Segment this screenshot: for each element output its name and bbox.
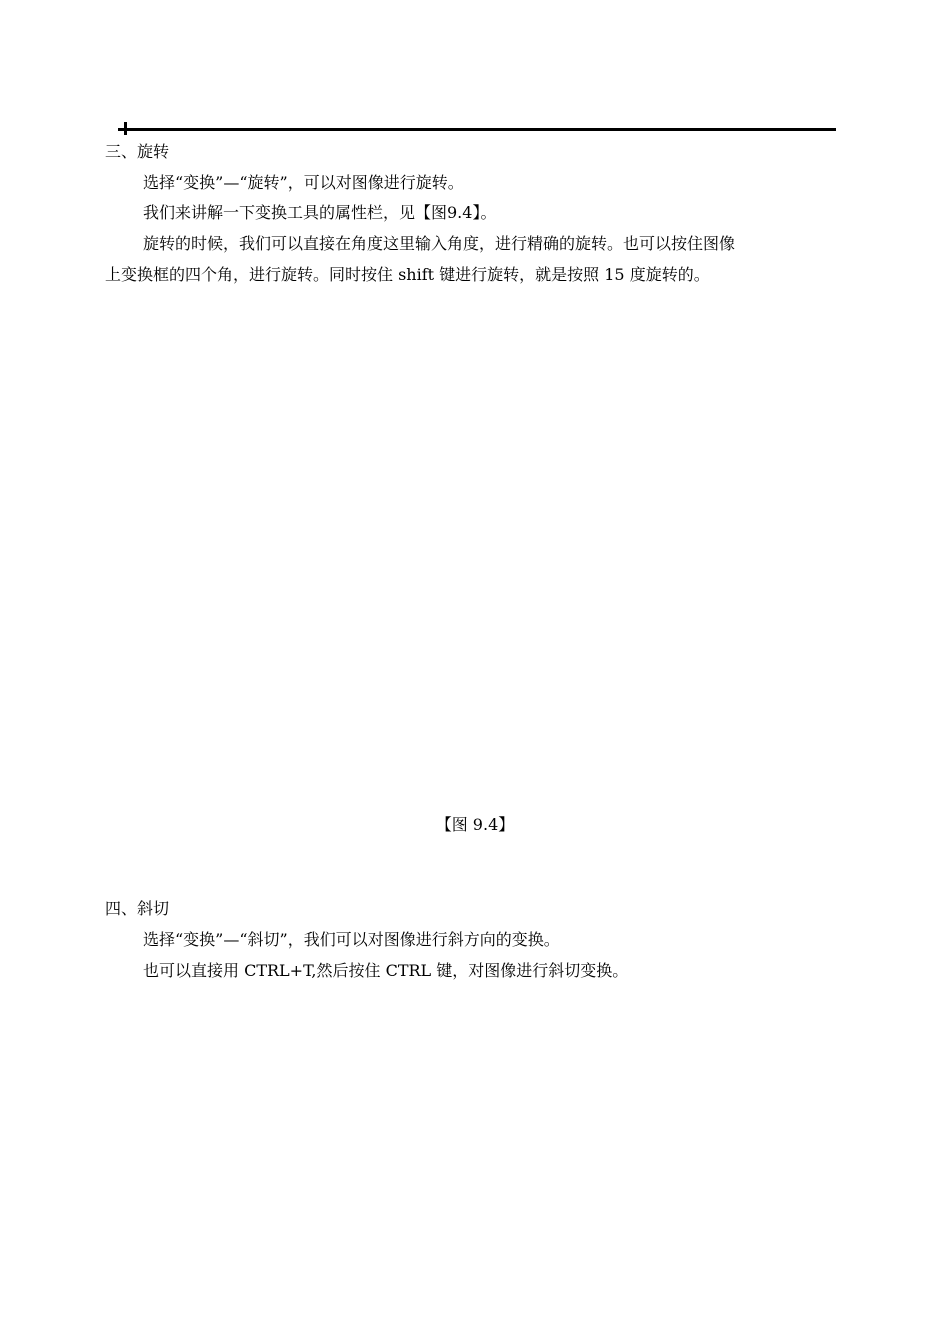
- figure-caption: 【图 9.4】: [435, 815, 515, 834]
- section-4-heading: 四、斜切: [105, 899, 170, 918]
- figure-placeholder: [105, 300, 845, 790]
- section-3-paragraph-3-line-1: 旋转的时候，我们可以直接在角度这里输入角度，进行精确的旋转。也可以按住图像: [143, 234, 736, 253]
- section-3-paragraph-2: 我们来讲解一下变换工具的属性栏，见【图9.4】。: [143, 203, 497, 222]
- section-3-heading: 三、旋转: [105, 142, 170, 161]
- section-4-paragraph-1: 选择“变换”—“斜切”，我们可以对图像进行斜方向的变换。: [143, 930, 560, 949]
- header-tick-mark: [124, 122, 127, 135]
- section-3-paragraph-3-line-2: 上变换框的四个角，进行旋转。同时按住 shift 键进行旋转，就是按照 15 度旋转的。: [105, 265, 710, 284]
- section-4-paragraph-2: 也可以直接用 CTRL+T,然后按住 CTRL 键，对图像进行斜切变换。: [143, 961, 629, 980]
- header-rule: [118, 128, 836, 131]
- section-3-paragraph-1: 选择“变换”—“旋转”，可以对图像进行旋转。: [143, 173, 464, 192]
